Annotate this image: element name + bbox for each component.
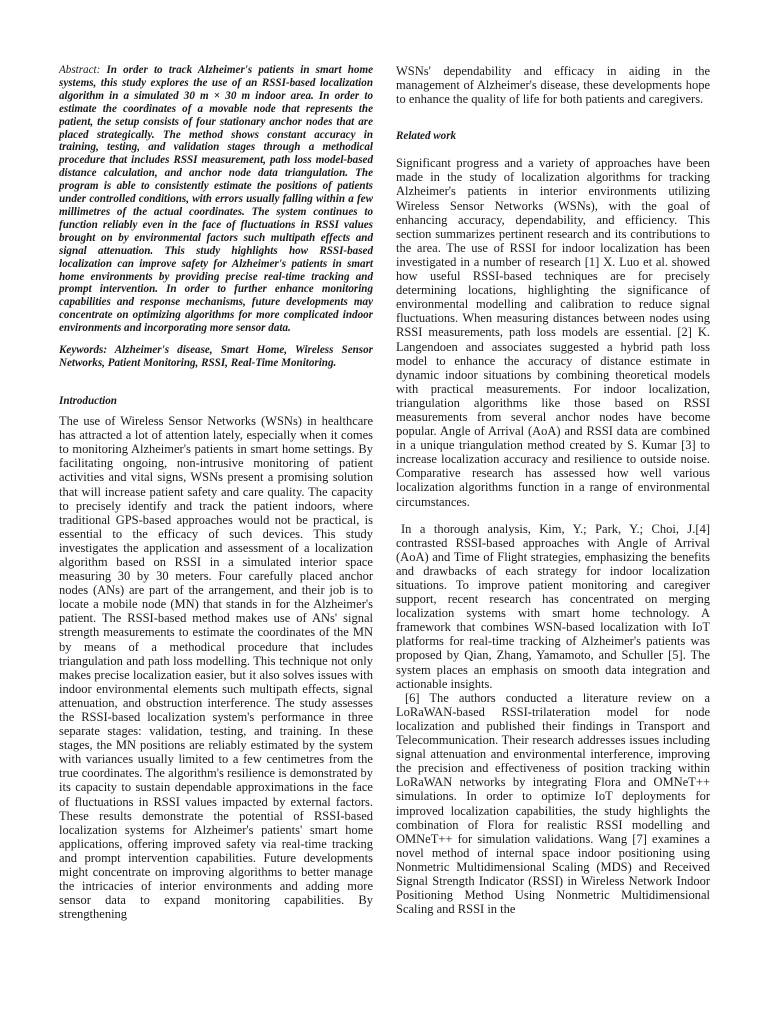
left-column	[59, 64, 373, 921]
related-work-paragraph-2: In a thorough analysis, Kim, Y.; Park, Y.; Choi, J.[4] contrasted RSSI-based approaches with Angle of Arrival (AoA) and Time of Flight strategies, emphasizing the benefits and drawbacks of each strategy for indoor localization situations. To improve patient monitoring and caregiver support, recent research has concentrated on merging localization systems with smart home technology. A framework that combines WSN-based localization with IoT platforms for real-time tracking of Alzheimer's patients was proposed by Qian, Zhang, Yamamoto, and Schuller [5]. The system places an emphasis on smooth data integration and actionable insights.	[396, 521, 710, 691]
abstract-text: In order to track Alzheimer's patients in smart home systems, this study explores the use of an RSSI-based localization algorithm in a simulated 30 m × 30 m indoor area. In order to estimate the coordinates of a movable node that represents the patient, the setup consists of four stationary anchor nodes that are placed strategically. The method shows constant accuracy in training, testing, and validation stages through a methodical procedure that includes RSSI measurement, path loss model-based distance calculation, and anchor node data triangulation. The program is able to consistently estimate the positions of patients under controlled conditions, with errors usually falling within a few millimetres of the actual coordinates. The system continues to function reliably even in the face of fluctuations in RSSI values brought on by environmental factors such multipath effects and signal attenuation. This study highlights how RSSI-based localization can improve safety for Alzheimer's patients in smart home environments by providing precise real-time tracking and prompt intervention. In order to further enhance monitoring capabilities and response mechanisms, future developments may concentrate on optimizing algorithms for more complicated indoor environments and incorporating more sensor data.	[59, 64, 373, 335]
abstract-label: Abstract:	[59, 64, 101, 76]
related-work-heading: Related work	[396, 130, 457, 143]
related-work-paragraph-3: [6] The authors conducted a literature review on a LoRaWAN-based RSSI-trilateration model for node localization and published their findings in Transport and Telecommunication. Their research addresses issues including signal attenuation and environmental interference, improving the precision and effectiveness of position tracking within LoRaWAN networks by integrating Flora and OMNeT++ simulations. In order to optimize IoT deployments for improved localization capabilities, the study highlights the combination of Flora for realistic RSSI modelling and OMNeT++ for simulation validations. Wang [7] examines a novel method of internal space indoor positioning using Nonmetric Multidimensional Scaling (MDS) and Received Signal Strength Indicator (RSSI) in Wireless Network Indoor Positioning Method Using Nonmetric Multidimensional Scaling and RSSI in the	[396, 690, 710, 917]
abstract	[59, 64, 373, 335]
introduction-heading: Introduction	[59, 395, 117, 408]
introduction-continuation: WSNs' dependability and efficacy in aiding in the management of Alzheimer's disease, these developments hope to enhance the quality of life for both patients and caregivers.	[396, 64, 710, 107]
related-work-paragraph-1: Significant progress and a variety of approaches have been made in the study of localization algorithms for tracking Alzheimer's patients in interior environments utilizing Wireless Sensor Networks (WSNs), with the goal of enhancing accuracy, dependability, and efficiency. This section summarizes pertinent research and its contributions to the area. The use of RSSI for indoor localization has been investigated in a number of research [1] X. Luo et al. showed how useful RSSI-based techniques are for precisely determining locations, highlighting the significance of environmental modelling and calibration to reduce signal fluctuations. When measuring distances between nodes using RSSI measurements, path loss models are essential. [2] K. Langendoen and associates suggested a hybrid path loss model to enhance the accuracy of distance estimate in dynamic indoor situations by combining theoretical models with practical measurements. For indoor localization, triangulation algorithms like those based on RSSI measurements from several anchor nodes have become popular. Angle of Arrival (AoA) and RSSI data are combined in a unique triangulation method created by S. Kumar [3] to increase localization accuracy and resilience to outside noise. Comparative research has assessed how well various localization algorithms function in a range of environmental circumstances.	[396, 156, 710, 509]
right-column	[396, 64, 710, 916]
introduction-paragraph: The use of Wireless Sensor Networks (WSNs) in healthcare has attracted a lot of attention lately, especially when it comes to monitoring Alzheimer's patients in smart home settings. By facilitating ongoing, non-intrusive monitoring of patient activities and vital signs, WSNs present a promising solution that will increase patient safety and care quality. The capacity to precisely identify and track the patient indoors, where traditional GPS-based approaches would not be practical, is essential to the efficacy of such devices. This study investigates the application and assessment of a localization algorithm based on RSSI in a simulated interior space measuring 30 by 30 meters. Four carefully placed anchor nodes (ANs) are part of the arrangement, and their job is to locate a mobile node (MN) that stands in for the Alzheimer's patient. The RSSI-based method makes use of ANs' signal strength measurements to estimate the coordinates of the MN by means of a methodical procedure that includes triangulation and path loss modelling. This technique not only makes precise localization easier, but it also solves issues with indoor environmental elements such multipath effects, signal attenuation, and obstruction interference. The study assesses the RSSI-based localization system's performance in three separate stages: validation, testing, and training. In these stages, the MN positions are reliably estimated by the system with variances usually limited to a few centimetres from the true coordinates. The algorithm's resilience is demonstrated by its capacity to sustain dependable approximations in the face of fluctuations in RSSI values impacted by external factors. These results demonstrate the potential of RSSI-based localization systems for Alzheimer's patients' smart home applications, offering improved safety via real-time tracking and prompt intervention capabilities. Future developments might concentrate on improving algorithms to better manage the intricacies of interior environments and adding more sensor data to expand monitoring capabilities. By strengthening	[59, 414, 373, 922]
keywords: Keywords: Alzheimer's disease, Smart Home, Wireless Sensor Networks, Patient Monitoring, RSSI, Real-Time Monitoring.	[59, 344, 373, 370]
